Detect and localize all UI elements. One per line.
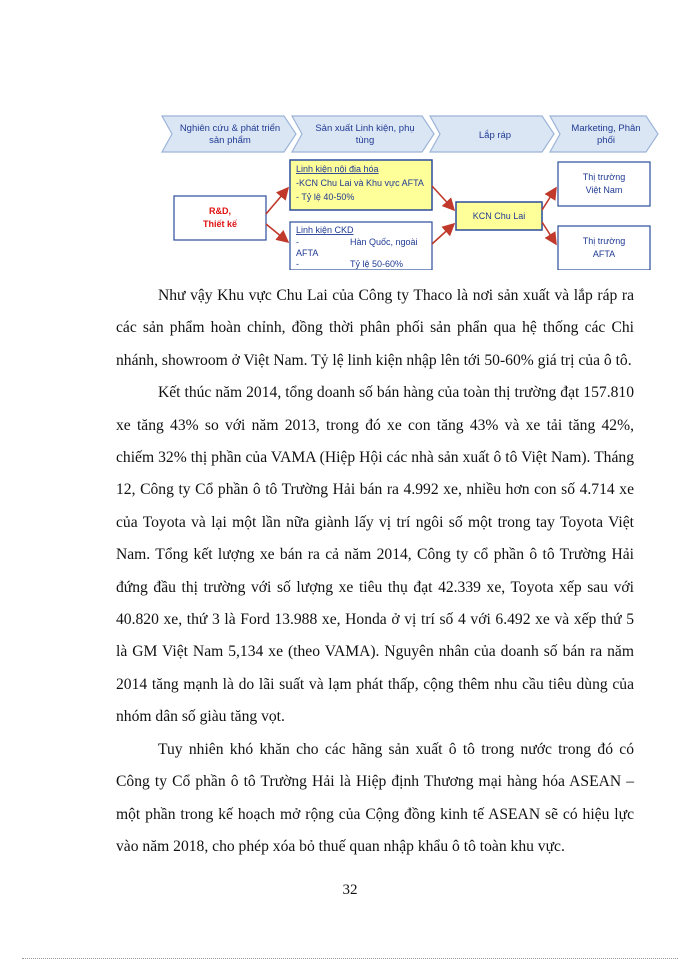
market-afta-label-1: Thị trường <box>582 236 626 246</box>
stage-marketing-label-1: Marketing, Phân <box>571 123 641 134</box>
ckd-parts-dash-1: - <box>296 237 299 247</box>
stage-parts-label-2: tùng <box>355 135 375 146</box>
local-parts-line-2: - Tỷ lệ 40-50% <box>296 192 355 202</box>
market-vietnam-label-2: Việt Nam <box>585 185 623 195</box>
stage-research-chevron <box>162 116 296 152</box>
paragraph-3: Tuy nhiên khó khăn cho các hãng sản xuất ô tô trong nước trong đó có Công ty Cổ phần ô tô Trường Hải là Hiệp định Thương mại hàng hóa ASEAN – một phần trong kế hoạch mở rộng của Cộng đồng kinh tế ASEAN sẽ có hiệu lực vào năm 2018, cho phép xóa bỏ thuế quan nhập khẩu ô tô toàn khu vực. <box>116 740 634 855</box>
paragraph-1: Như vậy Khu vực Chu Lai của Công ty Thaco là nơi sản xuất và lắp ráp ra các sản phẩm hoàn chỉnh, đồng thời phân phối sản phẩn qua hệ thống các Chi nhánh, showroom ở Việt Nam. Tỷ lệ linh kiện nhập lên tới 50-60% giá trị của ô tô. <box>116 287 634 369</box>
arrow-ckd-to-assembly <box>432 224 454 244</box>
assembly-box <box>456 202 542 230</box>
ckd-parts-line-1: Hàn Quốc, ngoài <box>350 237 418 247</box>
market-afta-label-2: AFTA <box>592 249 616 259</box>
market-afta-box <box>558 226 650 270</box>
stage-assembly-label: Lắp ráp <box>478 130 512 141</box>
paragraph-2: Kết thúc năm 2014, tổng doanh số bán hàng của toàn thị trường đạt 157.810 xe tăng 43% so với năm 2013, trong đó xe con tăng 43% và xe tải tăng 42%, chiếm 32% thị phần của VAMA (Hiệp Hội các nhà sản xuất ô tô Việt Nam). Tháng 12, Công ty Cổ phần ô tô Trường Hải bán ra 4.992 xe, nhiều hơn con số 4.714 xe của Toyota và lại một lần nữa giành lấy vị trí ngôi số một trong tay Toyota Việt Nam. Tổng kết lượng xe bán ra cả năm 2014, Công ty cổ phần ô tô Trường Hải đứng đầu thị trường với số lượng xe tiêu thụ đạt 42.339 xe, Toyota xếp sau với 40.820 xe, thứ 3 là Ford 13.988 xe, Honda ở vị trí số 4 với 6.492 xe và xếp thứ 5 là GM Việt Nam 5,134 xe (theo VAMA). Nguyên nhân của doanh số bán ra năm 2014 tăng mạnh là do lãi suất và lạm phát thấp, cộng thêm nhu cầu tiêu dùng của nhóm dân số giàu tăng vọt. <box>116 384 634 726</box>
bottom-divider <box>22 958 678 959</box>
stage-marketing-chevron <box>550 116 658 152</box>
ckd-parts-title: Linh kiện CKD <box>296 225 354 235</box>
arrow-assembly-to-afta <box>542 222 556 244</box>
stage-parts-label-1: Sản xuất Linh kiện, phụ <box>315 123 415 134</box>
body-text <box>116 280 634 863</box>
stage-marketing-label-2: phối <box>597 135 615 146</box>
rd-label-2: Thiết kế <box>202 219 238 229</box>
ckd-parts-line-3: Tỷ lệ 50-60% <box>350 259 404 269</box>
arrow-local-to-assembly <box>432 186 454 210</box>
local-parts-line-1: -KCN Chu Lai và Khu vực AFTA <box>296 178 424 188</box>
page-number: 32 <box>342 882 358 898</box>
arrow-assembly-to-vn <box>542 188 556 210</box>
local-parts-title: Linh kiện nội địa hóa <box>296 164 379 174</box>
stage-research-label-1: Nghiên cứu & phát triển <box>179 123 281 134</box>
market-vietnam-box <box>558 162 650 206</box>
arrow-rd-to-ckd <box>266 224 288 242</box>
ckd-parts-dash-2: - <box>296 259 299 269</box>
stage-parts-chevron <box>292 116 434 152</box>
rd-box <box>174 196 266 240</box>
stage-assembly-chevron <box>430 116 554 152</box>
value-chain-diagram <box>160 110 660 270</box>
market-vietnam-label-1: Thị trường <box>582 172 626 182</box>
ckd-parts-box <box>290 222 432 270</box>
assembly-label: KCN Chu Lai <box>472 211 526 221</box>
arrow-rd-to-local <box>266 188 288 214</box>
ckd-parts-line-2: AFTA <box>296 248 319 258</box>
stage-research-label-2: sản phẩm <box>209 135 251 146</box>
rd-label-1: R&D, <box>209 206 231 216</box>
local-parts-box <box>290 160 432 210</box>
